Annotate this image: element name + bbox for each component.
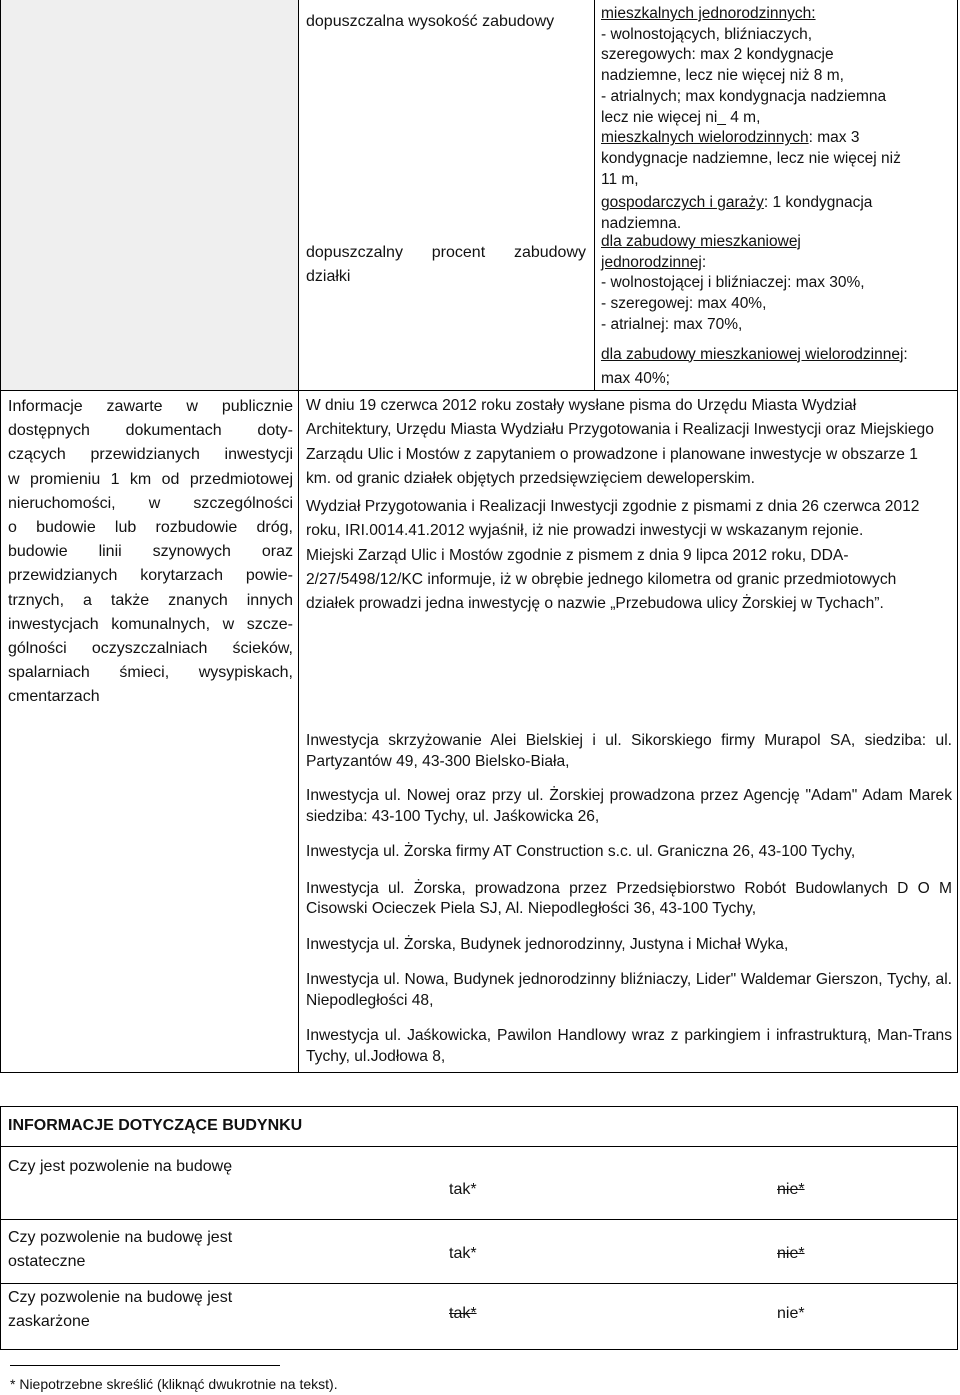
- percent-label: dopuszczalny procent zabudowy działki: [306, 244, 586, 285]
- empty-label-cell: [1, 0, 298, 390]
- percent-value: dla zabudowy mieszkaniowej jednorodzinnej: - wolnostojącej i bliźniaczej: max 30%, - szeregowej: max 40%, - atrialnej: max 70%, dla zabudowy mieszkaniowej wielorodzinnej: max 40%;: [601, 233, 908, 388]
- investments-label: Informacje zawarte w publicznie dostępnych dokumentach doty- czących przewidzianych inwestycji w promieniu 1 km od przedmiotowej nieruchomości, w szczególności o budowie lub rozbudowie dróg, budowie linii szynowych oraz przewidzianych korytarzach powie- trznych, a także znanych innych inwestycjach komunalnych, w szcze- gólności oczyszczalniach ścieków, spalarniach śmieci, wysypiskach, cmentarzach: [8, 398, 293, 706]
- investments-content: [306, 394, 942, 617]
- answer-no-struck[interactable]: nie*: [777, 1181, 805, 1198]
- height-label: dopuszczalna wysokość zabudowy: [306, 13, 555, 30]
- investment-item: Inwestycja ul. Żorska, prowadzona przez Przedsiębiorstwo Robót Budowlanych D O M Cisowski Ocieczek Piela SJ, Al. Niepodległości 36, 43-100 Tychy,: [306, 879, 952, 917]
- building-heading: INFORMACJE DOTYCZĄCE BUDYNKU: [8, 1117, 303, 1134]
- answer-no[interactable]: nie*: [777, 1305, 805, 1322]
- investments-paragraph: W dniu 19 czerwca 2012 roku zostały wysłane pisma do Urzędu Miasta Wydział Architektury, Urzędu Miasta Wydziału Przygotowania i Realizacji Inwestycji oraz Miejskiego Zarządu Ulic i Mostów z zapytaniem o prowadzone i planowane inwestycje w obszarze 1 km. od granic działek objętych przedsięwzięciem deweloperskim.: [306, 397, 934, 487]
- investment-item: Inwestycja ul. Żorska firmy AT Construction s.c. ul. Graniczna 26, 43-100 Tychy,: [306, 843, 856, 860]
- answer-yes[interactable]: tak*: [449, 1181, 477, 1198]
- answer-yes[interactable]: tak*: [449, 1245, 477, 1262]
- investments-paragraph: Miejski Zarząd Ulic i Mostów zgodnie z pismem z dnia 9 lipca 2012 roku, DDA-2/27/5498/12/KC informuje, iż w obrębie jednego kilometra od granic przedmiotowych działek prowadzi jedna inwestycję o nazwie „Przebudowa ulicy Żorskiej w Tychach”.: [306, 546, 897, 613]
- answer-yes-struck[interactable]: tak*: [449, 1305, 477, 1322]
- investment-item: Inwestycja skrzyżowanie Alei Bielskiej i ul. Sikorskiego firmy Murapol SA, siedziba: ul. Partyzantów 49, 43-300 Bielsko-Biała,: [306, 732, 952, 770]
- building-question: Czy jest pozwolenie na budowę: [8, 1158, 233, 1175]
- investment-item: Inwestycja ul. Nowa, Budynek jednorodzinny bliźniaczy, Lider" Waldemar Gierszon, Tychy, al. Niepodległości 48,: [306, 971, 952, 1009]
- investment-item: Inwestycja ul. Nowej oraz przy ul. Żorskiej prowadzona przez Agencję "Adam" Adam Marek siedziba: 43-100 Tychy, ul. Jaśkowicka 26,: [306, 787, 952, 825]
- investment-item: Inwestycja ul. Jaśkowicka, Pawilon Handlowy wraz z parkingiem i infrastrukturą, Man-Trans Tychy, ul.Jodłowa 8,: [306, 1027, 952, 1065]
- height-value: mieszkalnych jednorodzinnych: - wolnostojących, bliźniaczych, szeregowych: max 2 kondygnacje nadziemne, lecz nie więcej niż 8 m, - atrialnych; max kondygnacja nadziemna lecz nie więcej ni_ 4 m, mieszkalnych wielorodzinnych: max 3 kondygnacje nadziemne, lecz nie więcej niż 11 m, gospodarczych i garaży: 1 kondygnacja nadziemna.: [601, 5, 901, 233]
- building-question: Czy pozwolenie na budowę jest ostateczne: [8, 1229, 233, 1270]
- investment-list: [306, 731, 952, 1067]
- investments-paragraph: Wydział Przygotowania i Realizacji Inwestycji zgodnie z pismami z dnia 26 czerwca 2012 roku, IRI.0014.41.2012 wyjaśnił, iż nie prowadzi inwestycji w wskazanym rejonie.: [306, 498, 920, 540]
- footnote: * Niepotrzebne skreślić (kliknąć dwukrotnie na tekst).: [10, 1376, 338, 1392]
- answer-no-struck[interactable]: nie*: [777, 1245, 805, 1262]
- investment-item: Inwestycja ul. Żorska, Budynek jednorodzinny, Justyna i Michał Wyka,: [306, 935, 789, 953]
- building-question: Czy pozwolenie na budowę jest zaskarżone: [8, 1289, 233, 1330]
